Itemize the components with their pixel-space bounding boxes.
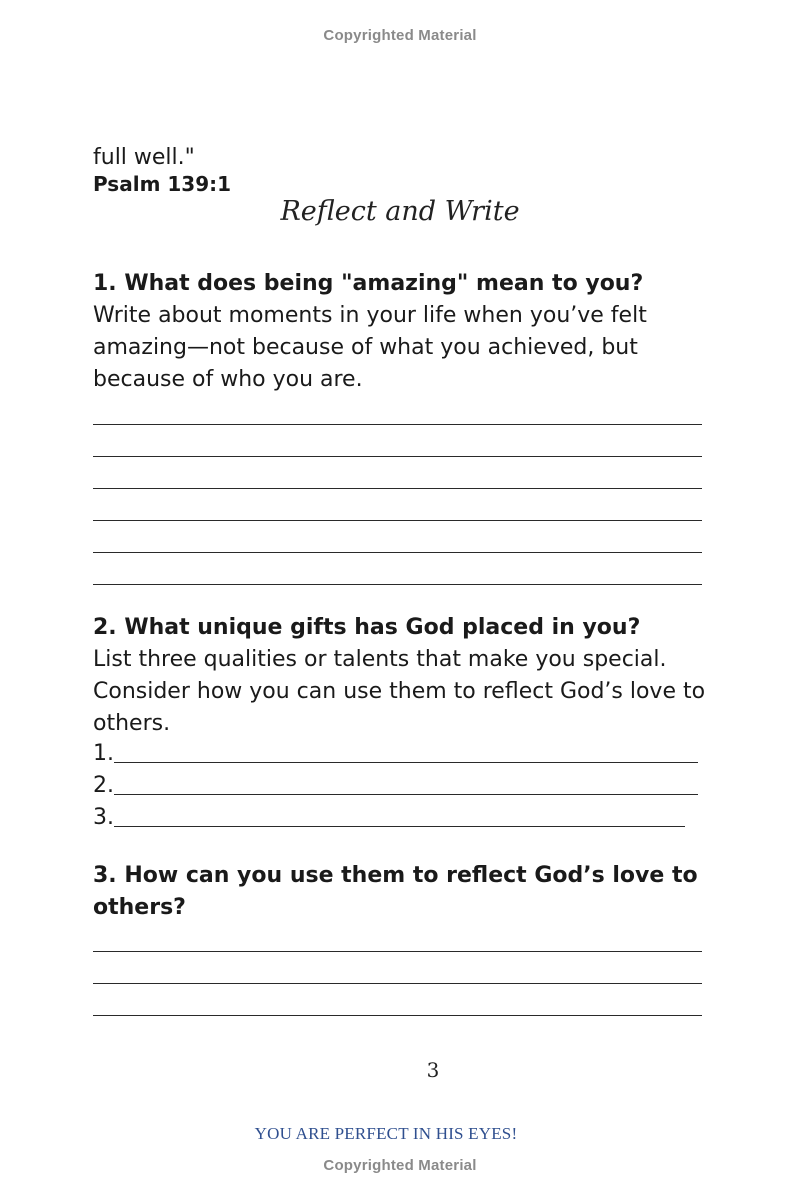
verse-reference: Psalm 139:1 bbox=[93, 172, 232, 196]
question-3-heading: 3. How can you use them to reflect God’s love to others? bbox=[93, 863, 698, 920]
question-1 bbox=[93, 268, 713, 396]
writing-line[interactable] bbox=[93, 456, 702, 457]
writing-line[interactable] bbox=[93, 983, 702, 984]
verse-text: full well." bbox=[93, 145, 195, 170]
writing-line[interactable] bbox=[93, 520, 702, 521]
numbered-answer-line[interactable] bbox=[93, 738, 114, 770]
question-2-prompt: List three qualities or talents that make you special. Consider how you can use them to reflect God’s love to others. bbox=[93, 647, 706, 736]
question-1-prompt: Write about moments in your life when you’ve felt amazing—not because of what you achieved, but because of who you are. bbox=[93, 303, 647, 392]
writing-line[interactable] bbox=[93, 424, 702, 425]
question-2 bbox=[93, 612, 713, 740]
page-number: 3 bbox=[426, 1058, 440, 1082]
question-3 bbox=[93, 860, 713, 924]
writing-line[interactable] bbox=[93, 584, 702, 585]
item-number: 1. bbox=[93, 741, 114, 766]
copyright-notice-bottom: Copyrighted Material bbox=[323, 1157, 477, 1174]
writing-line[interactable] bbox=[93, 1015, 702, 1016]
answer-underline bbox=[114, 762, 698, 763]
writing-line[interactable] bbox=[93, 552, 702, 553]
answer-underline bbox=[114, 794, 698, 795]
question-2-heading: 2. What unique gifts has God placed in you? bbox=[93, 615, 641, 640]
answer-underline bbox=[114, 826, 685, 827]
copyright-notice-top: Copyrighted Material bbox=[323, 27, 477, 44]
footer-book-title: YOU ARE PERFECT IN HIS EYES! bbox=[254, 1124, 518, 1143]
numbered-answer-line[interactable] bbox=[93, 770, 114, 802]
writing-line[interactable] bbox=[93, 951, 702, 952]
numbered-answer-line[interactable] bbox=[93, 802, 114, 834]
item-number: 2. bbox=[93, 773, 114, 798]
section-title: Reflect and Write bbox=[280, 196, 520, 227]
question-1-heading: 1. What does being "amazing" mean to you? bbox=[93, 271, 644, 296]
item-number: 3. bbox=[93, 805, 114, 830]
writing-line[interactable] bbox=[93, 488, 702, 489]
